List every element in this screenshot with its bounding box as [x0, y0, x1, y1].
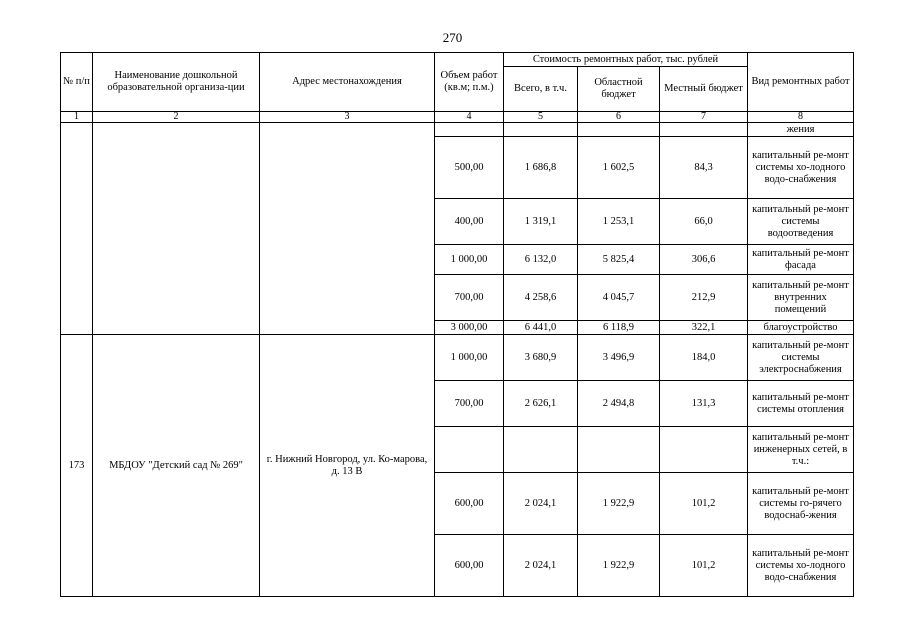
column-number: 1	[61, 112, 93, 123]
cell-volume: 400,00	[435, 199, 504, 245]
cell-volume	[435, 427, 504, 473]
cell-name	[93, 123, 260, 335]
header-col-type: Вид ремонтных работ	[748, 53, 854, 112]
column-number: 6	[578, 112, 660, 123]
cell-total	[504, 123, 578, 137]
cell-type: капитальный ре-монт системы го-рячего водоснаб-жения	[748, 473, 854, 535]
page-number: 270	[442, 30, 463, 45]
cell-regional: 2 494,8	[578, 381, 660, 427]
repair-works-table	[60, 52, 854, 597]
cell-volume: 1 000,00	[435, 335, 504, 381]
cell-local: 101,2	[660, 535, 748, 597]
cell-type: капитальный ре-монт системы электроснабжения	[748, 335, 854, 381]
cell-total: 6 132,0	[504, 245, 578, 275]
table-row	[61, 123, 854, 137]
table-row	[61, 335, 854, 381]
cell-local: 101,2	[660, 473, 748, 535]
header-col-regional: Областной бюджет	[578, 67, 660, 112]
cell-total: 6 441,0	[504, 321, 578, 335]
header-cost-group: Стоимость ремонтных работ, тыс. рублей	[504, 53, 748, 67]
cell-volume	[435, 123, 504, 137]
cell-regional: 3 496,9	[578, 335, 660, 381]
cell-regional: 4 045,7	[578, 275, 660, 321]
cell-total: 2 024,1	[504, 473, 578, 535]
header-row-1	[61, 53, 854, 67]
cell-local: 306,6	[660, 245, 748, 275]
cell-local: 184,0	[660, 335, 748, 381]
header-col-volume: Объем работ (кв.м; п.м.)	[435, 53, 504, 112]
cell-volume: 700,00	[435, 381, 504, 427]
column-number: 8	[748, 112, 854, 123]
column-number: 7	[660, 112, 748, 123]
cell-type: жения	[748, 123, 854, 137]
header-col-name: Наименование дошкольной образовательной организа-ции	[93, 53, 260, 112]
cell-name: МБДОУ "Детский сад № 269"	[93, 335, 260, 597]
cell-volume: 600,00	[435, 473, 504, 535]
cell-total: 3 680,9	[504, 335, 578, 381]
header-col-no: № п/п	[61, 53, 93, 112]
cell-type: капитальный ре-монт системы отопления	[748, 381, 854, 427]
cell-type: благоустройство	[748, 321, 854, 335]
cell-local	[660, 123, 748, 137]
header-col-local: Местный бюджет	[660, 67, 748, 112]
cell-address	[260, 123, 435, 335]
cell-total: 1 686,8	[504, 137, 578, 199]
cell-local: 66,0	[660, 199, 748, 245]
cell-total: 1 319,1	[504, 199, 578, 245]
cell-regional: 1 922,9	[578, 535, 660, 597]
cell-total	[504, 427, 578, 473]
cell-regional: 1 602,5	[578, 137, 660, 199]
header-col-total: Всего, в т.ч.	[504, 67, 578, 112]
column-number-row	[61, 112, 854, 123]
column-number: 3	[260, 112, 435, 123]
cell-local: 322,1	[660, 321, 748, 335]
header-col-address: Адрес местонахождения	[260, 53, 435, 112]
cell-volume: 700,00	[435, 275, 504, 321]
cell-regional: 1 253,1	[578, 199, 660, 245]
cell-local	[660, 427, 748, 473]
cell-total: 4 258,6	[504, 275, 578, 321]
cell-regional	[578, 427, 660, 473]
cell-local: 212,9	[660, 275, 748, 321]
cell-regional	[578, 123, 660, 137]
cell-volume: 600,00	[435, 535, 504, 597]
cell-volume: 1 000,00	[435, 245, 504, 275]
column-number: 4	[435, 112, 504, 123]
cell-volume: 3 000,00	[435, 321, 504, 335]
cell-regional: 1 922,9	[578, 473, 660, 535]
cell-local: 131,3	[660, 381, 748, 427]
cell-type: капитальный ре-монт фасада	[748, 245, 854, 275]
cell-type: капитальный ре-монт системы водоотведения	[748, 199, 854, 245]
cell-total: 2 626,1	[504, 381, 578, 427]
cell-no: 173	[61, 335, 93, 597]
cell-regional: 5 825,4	[578, 245, 660, 275]
cell-type: капитальный ре-монт системы хо-лодного водо-снабжения	[748, 535, 854, 597]
cell-total: 2 024,1	[504, 535, 578, 597]
cell-type: капитальный ре-монт системы хо-лодного водо-снабжения	[748, 137, 854, 199]
cell-volume: 500,00	[435, 137, 504, 199]
cell-local: 84,3	[660, 137, 748, 199]
cell-type: капитальный ре-монт инженерных сетей, в т.ч.:	[748, 427, 854, 473]
cell-regional: 6 118,9	[578, 321, 660, 335]
cell-no	[61, 123, 93, 335]
cell-address: г. Нижний Новгород, ул. Ко-марова, д. 13 В	[260, 335, 435, 597]
column-number: 2	[93, 112, 260, 123]
cell-type: капитальный ре-монт внутренних помещений	[748, 275, 854, 321]
column-number: 5	[504, 112, 578, 123]
